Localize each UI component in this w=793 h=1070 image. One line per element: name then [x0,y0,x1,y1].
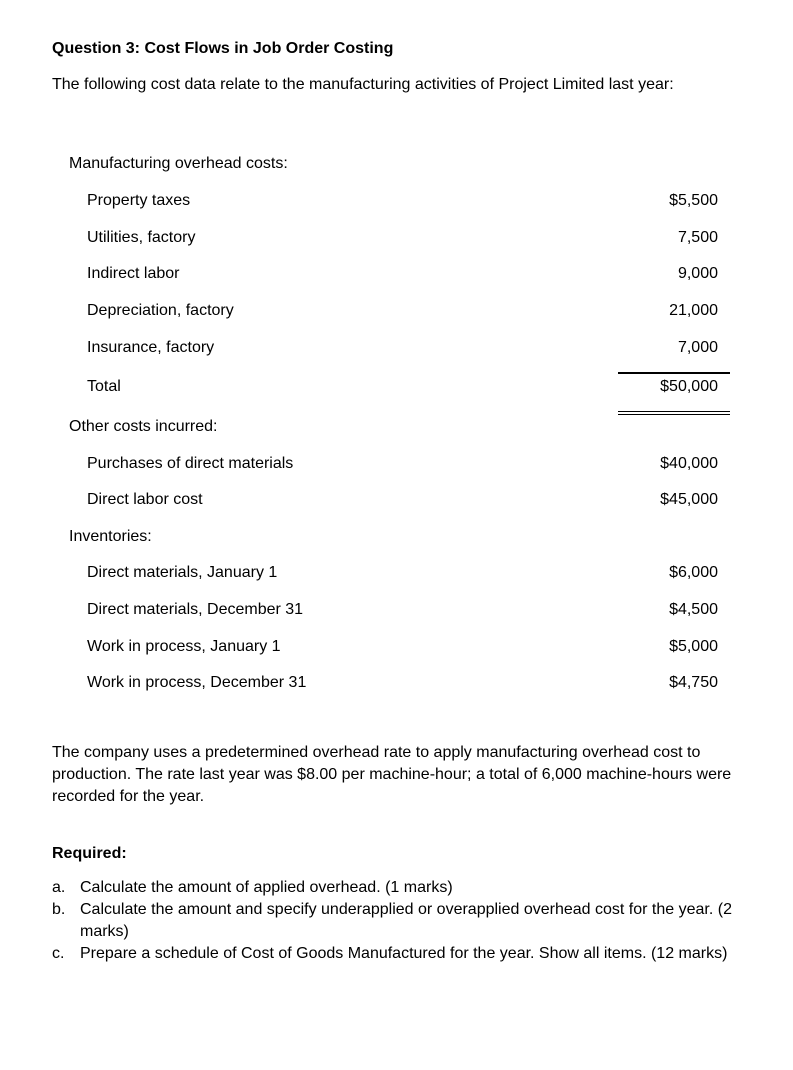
item-marker: c. [52,945,65,962]
overhead-item-label: Indirect labor [87,265,180,282]
overhead-heading: Manufacturing overhead costs: [69,155,288,172]
overhead-total-label: Total [87,378,121,395]
intro-text: The following cost data relate to the manufacturing activities of Project Limited last year: [52,76,674,93]
required-item-a [52,877,742,899]
overhead-item-label: Insurance, factory [87,339,215,356]
item-text: Calculate the amount and specify underapplied or overapplied overhead cost for the year. (2 marks) [80,901,732,940]
double-rule-top [618,411,730,412]
overhead-item-amount: $5,500 [669,192,718,209]
item-text: Prepare a schedule of Cost of Goods Manufactured for the year. Show all items. (12 marks) [80,945,728,962]
double-rule-bottom [618,414,730,415]
inventories-heading: Inventories: [69,528,152,545]
item-text: Calculate the amount of applied overhead. (1 marks) [80,879,453,896]
overhead-item-label: Depreciation, factory [87,302,234,319]
other-costs-heading: Other costs incurred: [69,418,218,435]
inventory-amount: $4,500 [669,601,718,618]
overhead-item-amount: 9,000 [677,265,718,282]
required-item-c [52,943,742,965]
overhead-item-amount: 21,000 [669,302,718,319]
other-cost-amount: $40,000 [660,455,718,472]
inventory-label: Work in process, December 31 [87,674,307,691]
subtotal-rule [618,372,730,374]
other-cost-label: Purchases of direct materials [87,455,294,472]
inventory-amount: $5,000 [669,638,718,655]
inventory-amount: $4,750 [669,674,718,691]
inventory-label: Work in process, January 1 [87,638,281,655]
required-heading: Required: [52,845,127,862]
overhead-item-amount: 7,000 [677,339,718,356]
inventory-amount: $6,000 [669,564,718,581]
overhead-total-amount: $50,000 [660,378,718,395]
other-cost-label: Direct labor cost [87,491,203,508]
question-title: Question 3: Cost Flows in Job Order Costing [52,40,394,57]
required-list [52,877,742,965]
overhead-rate-paragraph: The company uses a predetermined overhead rate to apply manufacturing overhead cost to production. The rate last year was $8.00 per machine-hour; a total of 6,000 machine-hours were recorded for the year. [52,744,732,805]
overhead-item-label: Property taxes [87,192,191,209]
inventory-label: Direct materials, January 1 [87,564,278,581]
overhead-item-amount: 7,500 [677,229,718,246]
inventory-label: Direct materials, December 31 [87,601,304,618]
required-item-b [52,899,742,943]
item-marker: b. [52,901,66,918]
item-marker: a. [52,879,66,896]
overhead-item-label: Utilities, factory [87,229,196,246]
other-cost-amount: $45,000 [660,491,718,508]
